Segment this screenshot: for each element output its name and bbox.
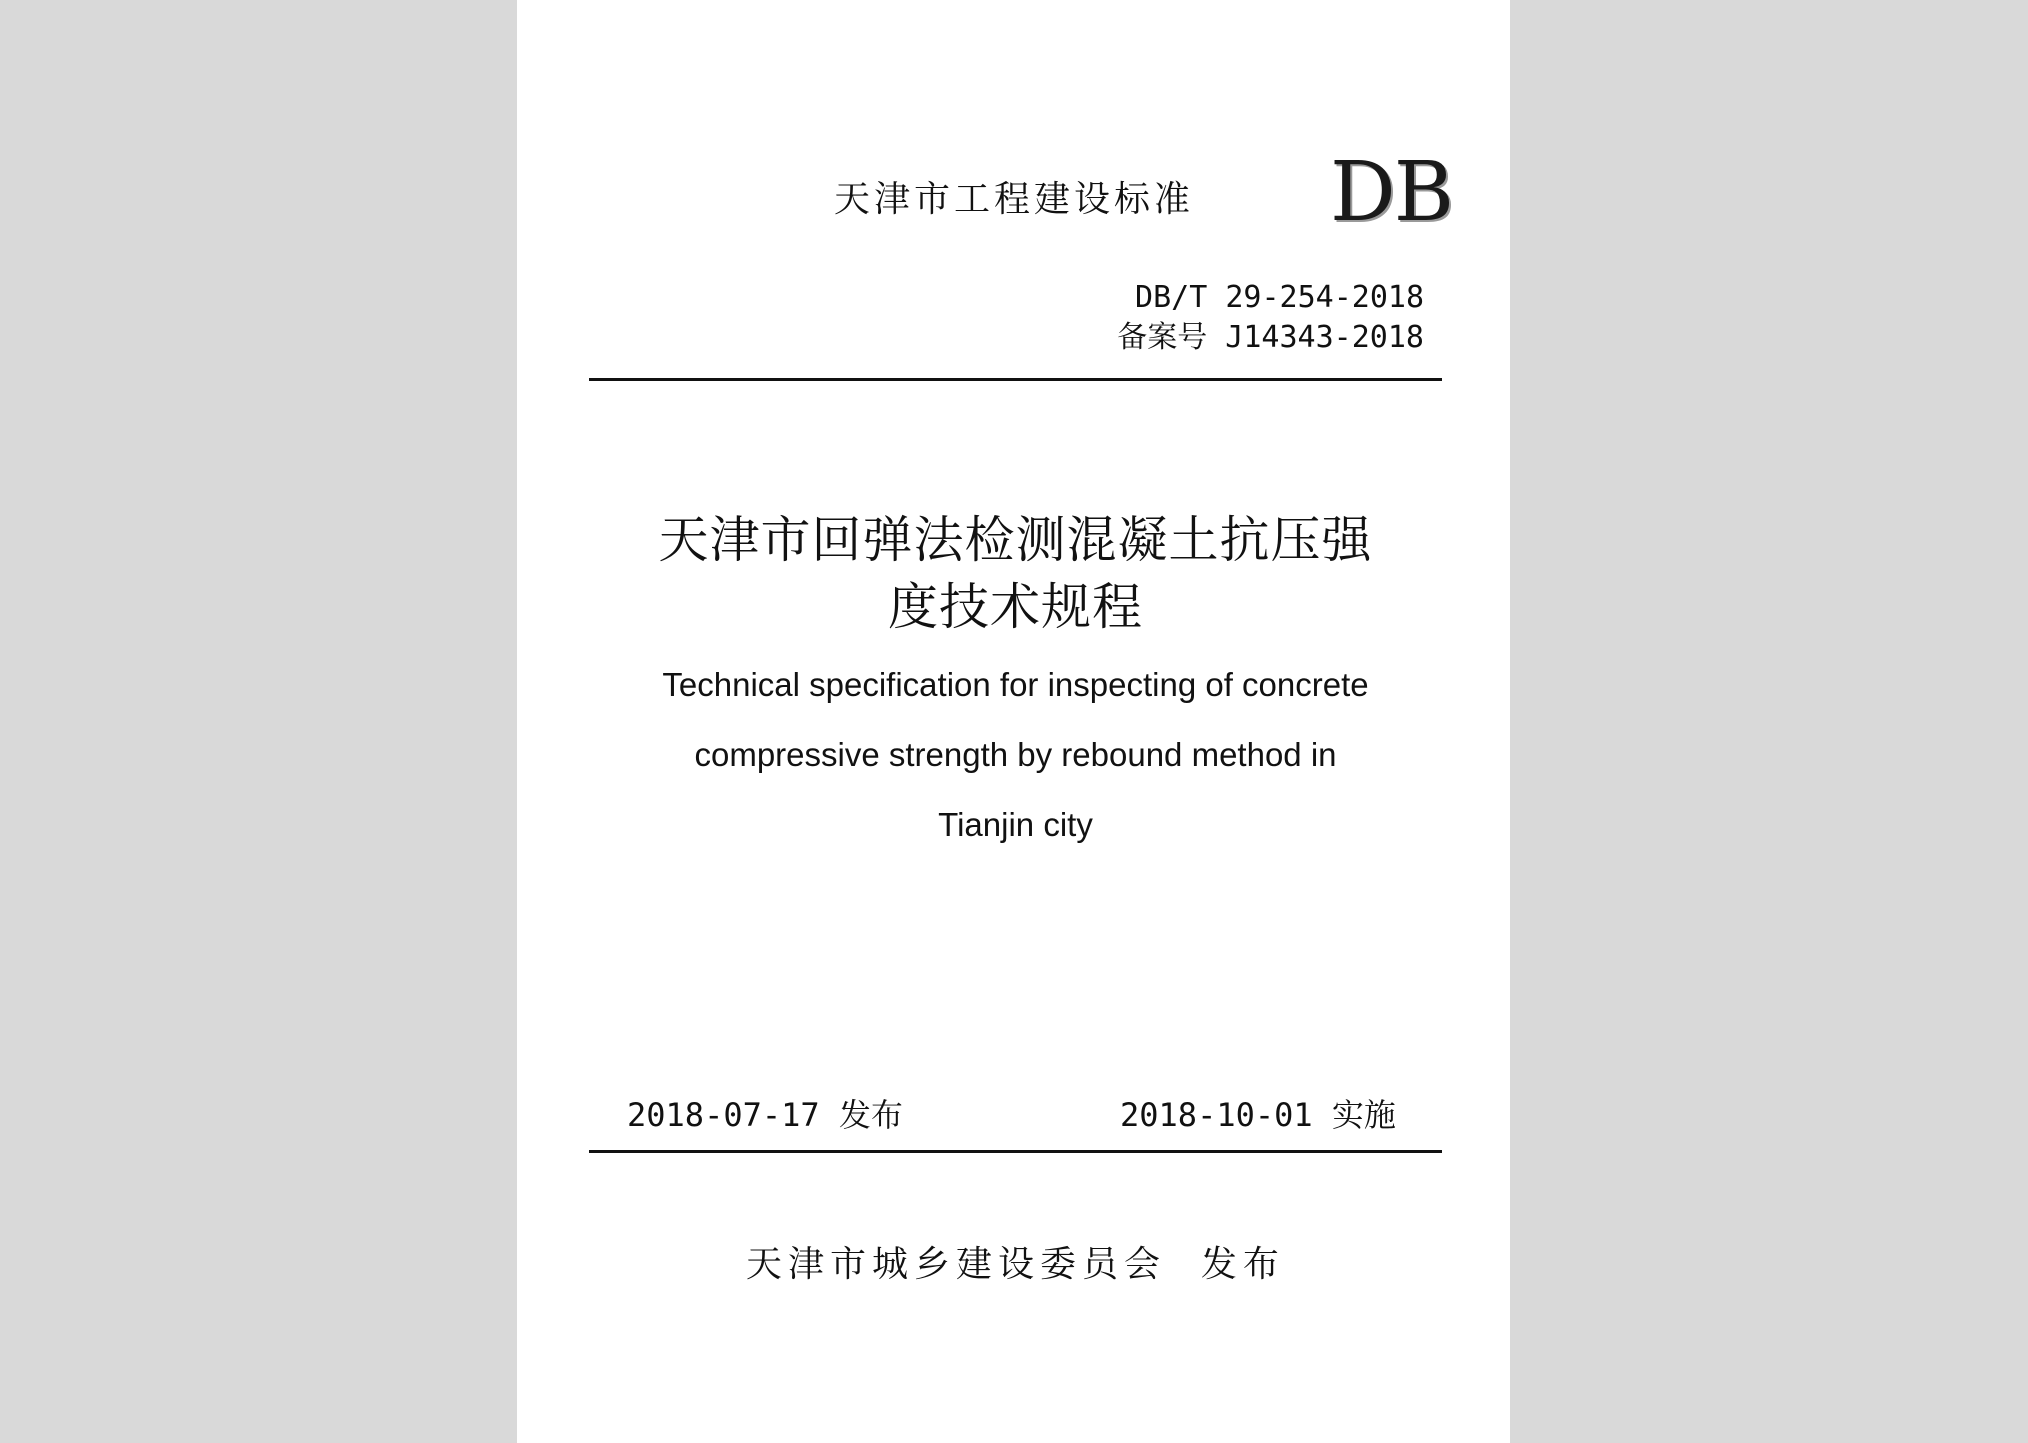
- top-divider: [589, 378, 1442, 381]
- standard-category: 天津市工程建设标准: [834, 179, 1195, 220]
- standard-number: DB/T 29-254-2018: [1135, 280, 1424, 315]
- implementation-date: 2018-10-01 实施: [1120, 1096, 1396, 1134]
- record-number: 备案号 J14343-2018: [1117, 320, 1424, 355]
- document-page: [517, 0, 1510, 1443]
- title-en-line-3: Tianjin city: [938, 806, 1093, 843]
- bottom-divider: [589, 1150, 1442, 1153]
- issue-date: 2018-07-17 发布: [627, 1096, 903, 1134]
- title-cn-line-1: 天津市回弹法检测混凝土抗压强: [658, 511, 1373, 569]
- publisher: 天津市城乡建设委员会 发布: [746, 1244, 1285, 1285]
- title-en-line-2: compressive strength by rebound method in: [694, 736, 1337, 773]
- db-mark: DB: [1329, 145, 1452, 240]
- title-en-line-1: Technical specification for inspecting of concrete: [662, 666, 1369, 703]
- title-cn-line-2: 度技术规程: [888, 578, 1143, 636]
